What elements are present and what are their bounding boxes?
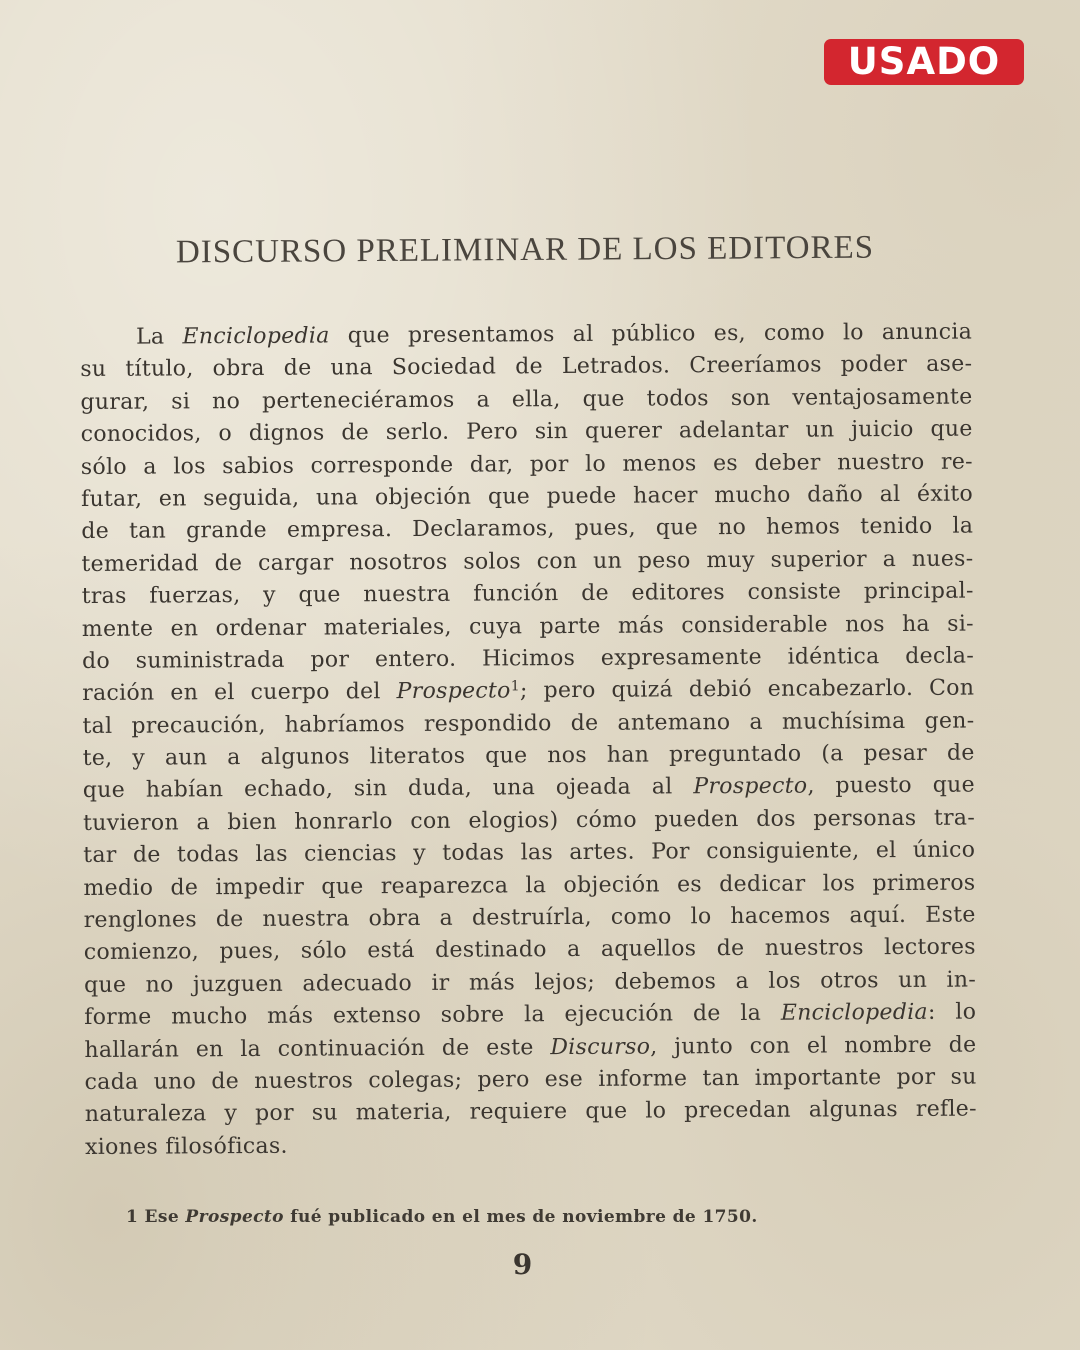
footnote-marker: 1: [126, 1207, 139, 1227]
text-line: [81, 479, 973, 517]
text-run: hallarán en la continuación de este: [84, 1034, 551, 1063]
text-run: forme mucho más extenso sobre la ejecución de la: [84, 1000, 781, 1031]
footnote: [126, 1207, 758, 1227]
italic-run: Prospecto: [396, 678, 511, 705]
text-line: [85, 1062, 977, 1100]
text-line: [85, 1094, 977, 1132]
text-run: naturaleza y por su materia, requiere que lo precedan algunas refle-: [84, 1096, 977, 1128]
text-line: [83, 738, 975, 776]
text-run: mente en ordenar materiales, cuya parte más considerable nos ha si-: [81, 611, 974, 642]
text-run: te, y aun a algunos literatos que nos han preguntado (a pesar de: [82, 740, 975, 772]
text-line: [82, 576, 974, 614]
page-title: DISCURSO PRELIMINAR DE LOS EDITORES: [175, 229, 875, 271]
footnote-text-pre: Ese: [138, 1207, 186, 1227]
italic-run: Prospecto: [693, 774, 808, 800]
text-run: renglones de nuestra obra a destruírla, como lo hacemos aquí. Este: [83, 902, 976, 934]
text-line: [83, 770, 975, 808]
text-run: tar de todas las ciencias y todas las artes. Por consiguiente, el único: [83, 837, 976, 869]
text-run: tras fuerzas, y que nuestra función de editores consiste principal-: [81, 578, 974, 610]
text-line: [81, 414, 973, 452]
text-run: conocidos, o dignos de serlo. Pero sin querer adelantar un juicio que: [80, 416, 973, 448]
italic-run: Enciclopedia: [182, 323, 330, 350]
text-line: [82, 640, 974, 678]
used-badge: USADO: [824, 39, 1024, 85]
text-run: : lo: [927, 999, 977, 1026]
text-run: do suministrada por entero. Hicimos expresamente idéntica decla-: [81, 643, 975, 674]
footnote-text-post: fué publicado en el mes de noviembre de 1750.: [283, 1207, 758, 1227]
text-line: [84, 932, 976, 970]
text-line: [81, 543, 973, 581]
text-line: [82, 608, 974, 646]
text-run: comienzo, pues, sólo está destinado a aquellos de nuestros lectores: [83, 934, 976, 966]
text-run: ración en el cuerpo del: [82, 679, 397, 707]
text-run: que no juzguen adecuado ir más lejos; debemos a los otros un in-: [83, 967, 977, 998]
text-run: que habían echado, sin duda, una ojeada al: [82, 774, 694, 804]
text-run: cada uno de nuestros colegas; pero ese informe tan importante por su: [84, 1064, 977, 1095]
text-run: La: [136, 324, 183, 350]
text-run: tuvieron a bien honrarlo con elogios) cómo pueden dos personas tra-: [82, 805, 976, 836]
body-paragraph: [80, 317, 977, 1165]
text-line: [81, 446, 973, 484]
text-run: temeridad de cargar nosotros solos con un peso muy superior a nues-: [81, 546, 974, 577]
italic-run: Discurso: [550, 1034, 651, 1060]
text-line: [84, 900, 976, 938]
text-line: [83, 802, 975, 840]
text-run: de tan grande empresa. Declaramos, pues, que no hemos tenido la: [81, 513, 974, 545]
text-run: xiones filosóficas.: [84, 1133, 288, 1160]
text-run: futar, en seguida, una objeción que puede hacer mucho daño al éxito: [81, 481, 974, 512]
text-line: [84, 964, 976, 1002]
text-run: sólo a los sabios corresponde dar, por lo menos es deber nuestro re-: [80, 449, 973, 480]
text-line: [80, 349, 972, 387]
text-line: [80, 317, 972, 355]
text-line: [82, 705, 974, 743]
text-line: [83, 835, 975, 873]
text-run: ; pero quizá debió encabezarlo. Con: [519, 675, 975, 704]
text-line: [84, 997, 976, 1035]
text-line: [83, 867, 975, 905]
text-line: [82, 673, 974, 711]
text-line: [80, 381, 972, 419]
text-run: medio de impedir que reaparezca la objeción es dedicar los primeros: [83, 870, 976, 901]
page-number: 9: [512, 1248, 533, 1281]
italic-run: Enciclopedia: [780, 1000, 929, 1026]
text-run: que presentamos al público es, como lo anuncia: [329, 319, 973, 349]
text-run: su título, obra de una Sociedad de Letrados. Creeríamos poder ase-: [80, 351, 973, 383]
text-run: , puesto que: [807, 773, 975, 800]
footnote-reference: 1: [510, 678, 520, 695]
text-run: gurar, si no perteneciéramos a ella, que todos son ventajosamente: [80, 384, 973, 415]
text-line: [81, 511, 973, 549]
text-run: tal precaución, habríamos respondido de antemano a muchísima gen-: [82, 708, 975, 739]
text-line: [84, 1029, 976, 1067]
footnote-text-italic: Prospecto: [185, 1207, 284, 1227]
text-line: [85, 1126, 977, 1164]
text-run: , junto con el nombre de: [650, 1032, 977, 1060]
